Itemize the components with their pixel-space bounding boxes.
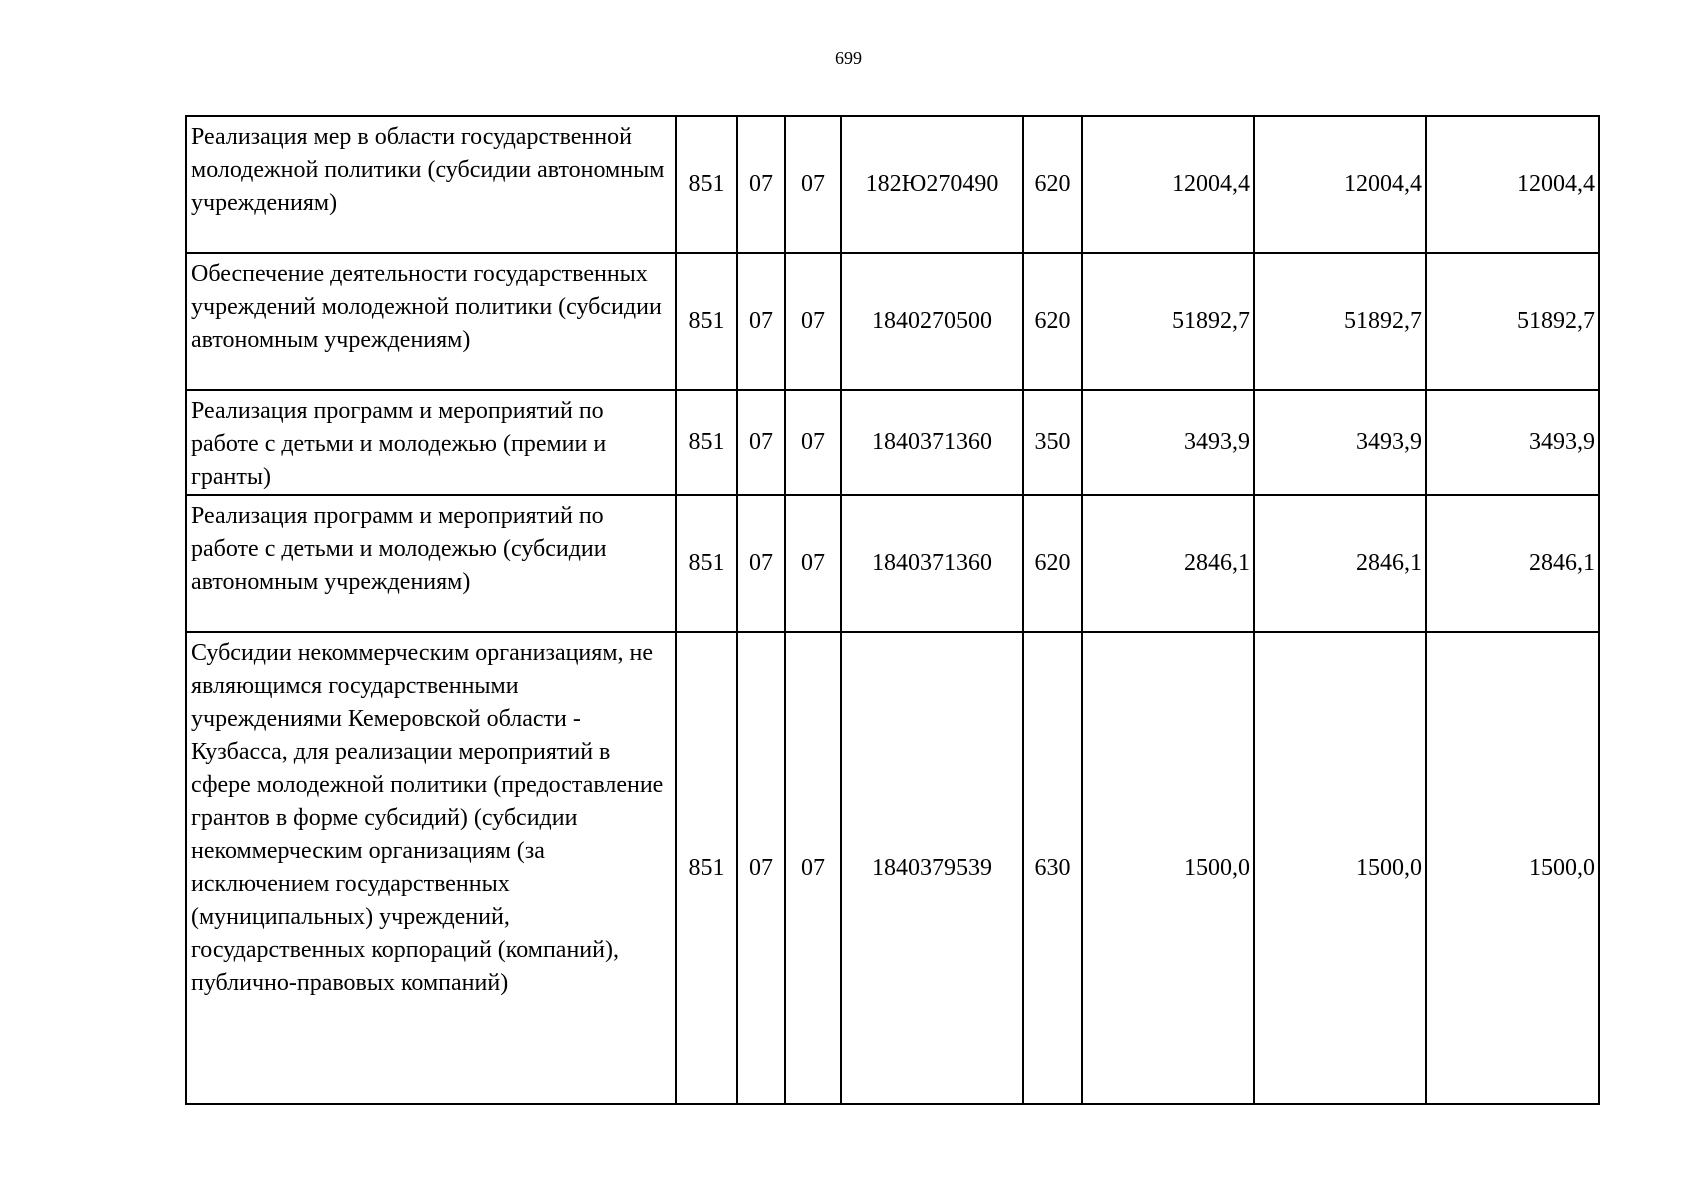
section-code: 07 [737, 116, 785, 253]
ministry-code: 851 [676, 253, 737, 390]
subsection-code: 07 [785, 390, 841, 495]
table-row [186, 116, 1599, 253]
subsection-code: 07 [785, 253, 841, 390]
expense-type-code: 630 [1023, 632, 1082, 1104]
amount-3: 51892,7 [1426, 253, 1599, 390]
amount-2: 12004,4 [1254, 116, 1426, 253]
ministry-code: 851 [676, 116, 737, 253]
section-code: 07 [737, 632, 785, 1104]
table-row [186, 495, 1599, 632]
table-row [186, 253, 1599, 390]
subsection-code: 07 [785, 116, 841, 253]
expense-type-code: 620 [1023, 116, 1082, 253]
table-row [186, 390, 1599, 495]
subsection-code: 07 [785, 495, 841, 632]
target-article-code: 1840270500 [841, 253, 1023, 390]
expense-type-code: 350 [1023, 390, 1082, 495]
amount-1: 1500,0 [1082, 632, 1254, 1104]
expense-type-code: 620 [1023, 253, 1082, 390]
ministry-code: 851 [676, 495, 737, 632]
expense-type-code: 620 [1023, 495, 1082, 632]
amount-3: 3493,9 [1426, 390, 1599, 495]
amount-2: 2846,1 [1254, 495, 1426, 632]
subsection-code: 07 [785, 632, 841, 1104]
amount-3: 1500,0 [1426, 632, 1599, 1104]
row-description: Обеспечение деятельности государственных учреждений молодежной политики (субсидии автономным учреждениям) [186, 253, 676, 390]
target-article-code: 1840371360 [841, 390, 1023, 495]
section-code: 07 [737, 253, 785, 390]
ministry-code: 851 [676, 632, 737, 1104]
section-code: 07 [737, 495, 785, 632]
target-article-code: 182Ю270490 [841, 116, 1023, 253]
row-description: Реализация программ и мероприятий по работе с детьми и молодежью (субсидии автономным учреждениям) [186, 495, 676, 632]
section-code: 07 [737, 390, 785, 495]
budget-table [185, 115, 1600, 1105]
amount-3: 12004,4 [1426, 116, 1599, 253]
row-description: Субсидии некоммерческим организациям, не являющимся государственными учреждениями Кемеровской области - Кузбасса, для реализации мероприятий в сфере молодежной политики (предоставление грантов в форме субсидий) (субсидии некоммерческим организациям (за исключением государственных (муниципальных) учреждений, государственных корпораций (компаний), публично-правовых компаний) [186, 632, 676, 1104]
amount-2: 3493,9 [1254, 390, 1426, 495]
ministry-code: 851 [676, 390, 737, 495]
row-description: Реализация программ и мероприятий по работе с детьми и молодежью (премии и гранты) [186, 390, 676, 495]
target-article-code: 1840371360 [841, 495, 1023, 632]
amount-1: 12004,4 [1082, 116, 1254, 253]
page-number: 699 [835, 48, 862, 68]
amount-1: 51892,7 [1082, 253, 1254, 390]
target-article-code: 1840379539 [841, 632, 1023, 1104]
amount-3: 2846,1 [1426, 495, 1599, 632]
amount-1: 3493,9 [1082, 390, 1254, 495]
amount-2: 1500,0 [1254, 632, 1426, 1104]
row-description: Реализация мер в области государственной молодежной политики (субсидии автономным учреждениям) [186, 116, 676, 253]
amount-1: 2846,1 [1082, 495, 1254, 632]
table-row [186, 632, 1599, 1104]
amount-2: 51892,7 [1254, 253, 1426, 390]
